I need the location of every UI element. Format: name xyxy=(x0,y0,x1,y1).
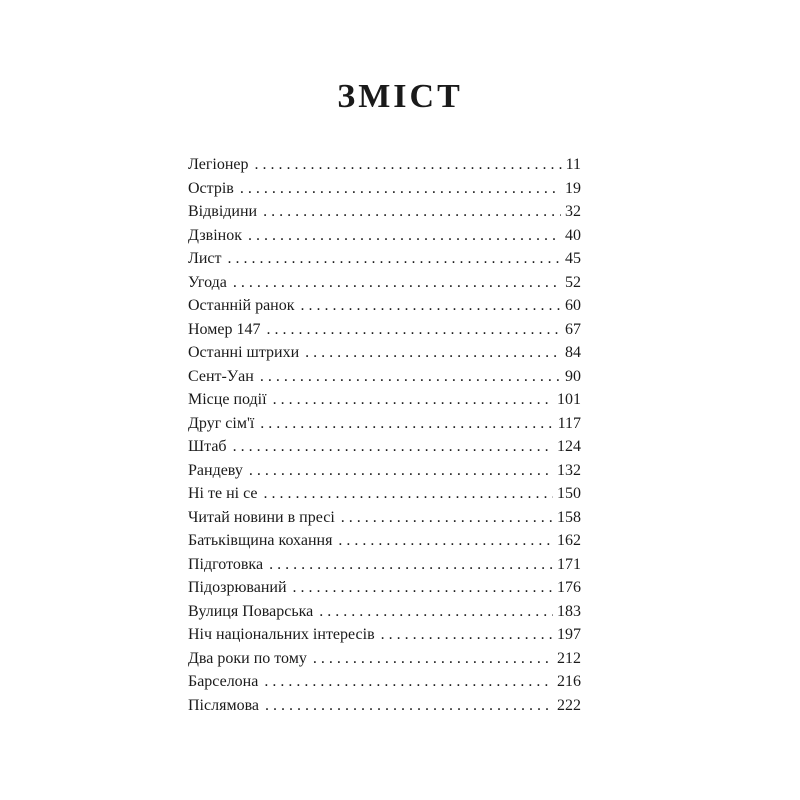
toc-dot-leader xyxy=(249,459,553,483)
toc-dot-leader xyxy=(265,694,553,718)
page-title: ЗМІСТ xyxy=(337,78,463,115)
toc-entry xyxy=(188,412,581,436)
table-of-contents xyxy=(188,153,581,717)
toc-entry-title: Рандеву xyxy=(188,461,243,479)
toc-entry-page-number: 183 xyxy=(557,602,581,620)
toc-dot-leader xyxy=(341,506,553,530)
toc-entry-title: Підготовка xyxy=(188,555,264,573)
toc-entry xyxy=(188,694,581,718)
toc-entry-page-number: 197 xyxy=(557,626,581,643)
toc-dot-leader xyxy=(266,318,561,342)
toc-entry-page-number: 11 xyxy=(565,156,581,173)
toc-dot-leader xyxy=(233,271,561,295)
toc-entry-page-number: 132 xyxy=(557,461,581,479)
toc-dot-leader xyxy=(293,576,553,600)
toc-entry xyxy=(188,670,581,694)
toc-entry-page-number: 212 xyxy=(557,649,581,667)
toc-entry xyxy=(188,647,581,671)
toc-entry-page-number: 222 xyxy=(557,696,581,714)
toc-entry-title: Легіонер xyxy=(188,156,249,173)
toc-dot-leader xyxy=(263,200,561,224)
toc-entry xyxy=(188,365,581,389)
toc-entry-title: Ні те ні се xyxy=(188,485,258,502)
toc-entry-page-number: 101 xyxy=(557,391,581,408)
toc-entry-page-number: 216 xyxy=(557,673,581,690)
toc-entry xyxy=(188,153,581,177)
toc-entry xyxy=(188,553,581,577)
toc-entry-title: Лист xyxy=(188,250,222,267)
toc-dot-leader xyxy=(381,623,553,647)
toc-entry xyxy=(188,576,581,600)
toc-entry-page-number: 117 xyxy=(557,414,581,432)
toc-entry-page-number: 45 xyxy=(565,250,581,267)
toc-dot-leader xyxy=(273,388,553,412)
toc-entry-title: Номер 147 xyxy=(188,320,261,338)
toc-entry-page-number: 67 xyxy=(565,320,581,338)
toc-entry-page-number: 32 xyxy=(565,203,581,220)
toc-entry xyxy=(188,341,581,365)
toc-entry-title: Післямова xyxy=(188,696,260,714)
toc-entry xyxy=(188,177,581,201)
toc-entry-title: Останній ранок xyxy=(188,297,295,314)
toc-dot-leader xyxy=(255,153,562,177)
toc-entry xyxy=(188,623,581,647)
toc-entry-title: Угода xyxy=(188,273,227,291)
toc-entry-page-number: 158 xyxy=(557,508,581,526)
toc-entry xyxy=(188,388,581,412)
toc-entry-title: Два роки по тому xyxy=(188,649,307,667)
toc-entry xyxy=(188,482,581,506)
toc-dot-leader xyxy=(313,647,553,671)
toc-entry-title: Барселона xyxy=(188,673,259,690)
toc-dot-leader xyxy=(228,247,561,271)
toc-entry-title: Підозрюваний xyxy=(188,579,287,596)
toc-entry-page-number: 19 xyxy=(565,179,581,197)
toc-entry-page-number: 60 xyxy=(565,297,581,314)
toc-dot-leader xyxy=(260,412,553,436)
toc-entry-title: Відвідини xyxy=(188,203,258,220)
toc-entry-page-number: 171 xyxy=(557,555,581,573)
toc-entry-title: Місце події xyxy=(188,391,267,408)
toc-entry xyxy=(188,247,581,271)
toc-dot-leader xyxy=(260,365,561,389)
toc-entry-page-number: 52 xyxy=(565,273,581,291)
toc-entry xyxy=(188,271,581,295)
toc-dot-leader xyxy=(319,600,553,624)
toc-entry xyxy=(188,600,581,624)
toc-dot-leader xyxy=(240,177,561,201)
toc-entry-page-number: 150 xyxy=(557,485,581,502)
toc-entry-page-number: 84 xyxy=(565,344,581,361)
toc-entry xyxy=(188,435,581,459)
toc-entry xyxy=(188,506,581,530)
toc-entry xyxy=(188,318,581,342)
toc-entry-title: Сент-Уан xyxy=(188,367,254,385)
toc-entry-page-number: 90 xyxy=(565,367,581,385)
toc-entry xyxy=(188,294,581,318)
toc-entry-title: Останні штрихи xyxy=(188,344,300,361)
toc-dot-leader xyxy=(264,670,553,694)
toc-entry-title: Батьківщина кохання xyxy=(188,532,333,549)
toc-entry xyxy=(188,200,581,224)
toc-dot-leader xyxy=(305,341,561,365)
toc-entry-page-number: 40 xyxy=(565,226,581,244)
toc-entry-title: Острів xyxy=(188,179,234,197)
toc-entry-title: Вулиця Поварська xyxy=(188,602,314,620)
toc-dot-leader xyxy=(338,529,553,553)
toc-entry-title: Дзвінок xyxy=(188,226,242,244)
toc-dot-leader xyxy=(301,294,561,318)
toc-dot-leader xyxy=(269,553,553,577)
toc-entry-page-number: 124 xyxy=(557,438,581,455)
toc-entry xyxy=(188,224,581,248)
toc-dot-leader xyxy=(248,224,561,248)
toc-entry-title: Ніч національних інтересів xyxy=(188,626,375,643)
toc-entry-title: Читай новини в пресі xyxy=(188,508,335,526)
toc-entry-page-number: 162 xyxy=(557,532,581,549)
toc-dot-leader xyxy=(233,435,553,459)
toc-entry-title: Друг сім'ї xyxy=(188,414,255,432)
toc-entry xyxy=(188,529,581,553)
toc-dot-leader xyxy=(264,482,554,506)
toc-entry xyxy=(188,459,581,483)
toc-entry-title: Штаб xyxy=(188,438,227,455)
toc-entry-page-number: 176 xyxy=(557,579,581,596)
